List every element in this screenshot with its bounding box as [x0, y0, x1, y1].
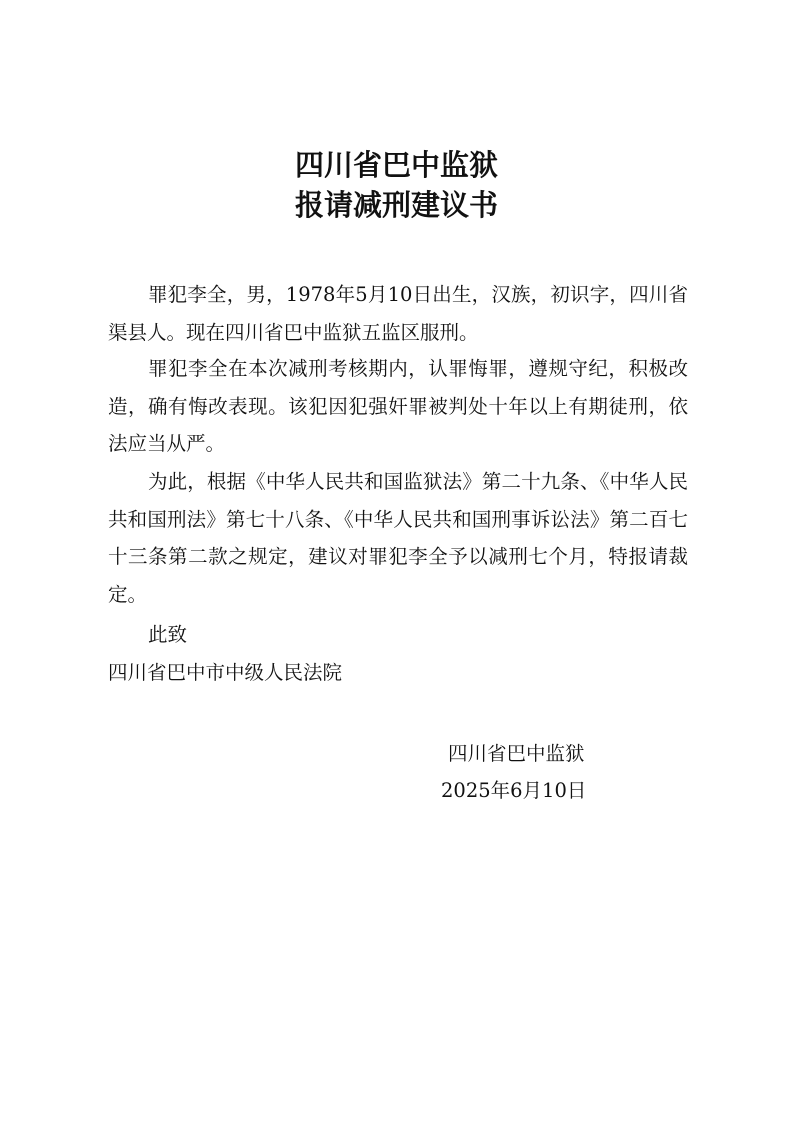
salutation: 此致 — [148, 623, 188, 646]
document-title-line2: 报请减刑建议书 — [294, 188, 498, 222]
signature-organization: 四川省巴中监狱 — [448, 742, 585, 765]
signature-date: 2025年6月10日 — [441, 779, 587, 802]
recipient-court: 四川省巴中市中级人民法院 — [108, 661, 343, 684]
paragraph-offender-info: 罪犯李全，男，1978年5月10日出生，汉族，初识字，四川省渠县人。现在四川省巴中监狱五监区服刑。 — [108, 283, 688, 344]
document-title-line1: 四川省巴中监狱 — [294, 148, 498, 182]
paragraph-legal-basis: 为此，根据《中华人民共和国监狱法》第二十九条、《中华人民共和国刑法》第七十八条、《中华人民共和国刑事诉讼法》第二百七十三条第二款之规定，建议对罪犯李全予以减刑七个月，特报请裁定。 — [108, 470, 688, 606]
paragraph-behavior: 罪犯李全在本次减刑考核期内，认罪悔罪，遵规守纪，积极改造，确有悔改表现。该犯因犯强奸罪被判处十年以上有期徒刑，依法应当从严。 — [108, 357, 688, 455]
